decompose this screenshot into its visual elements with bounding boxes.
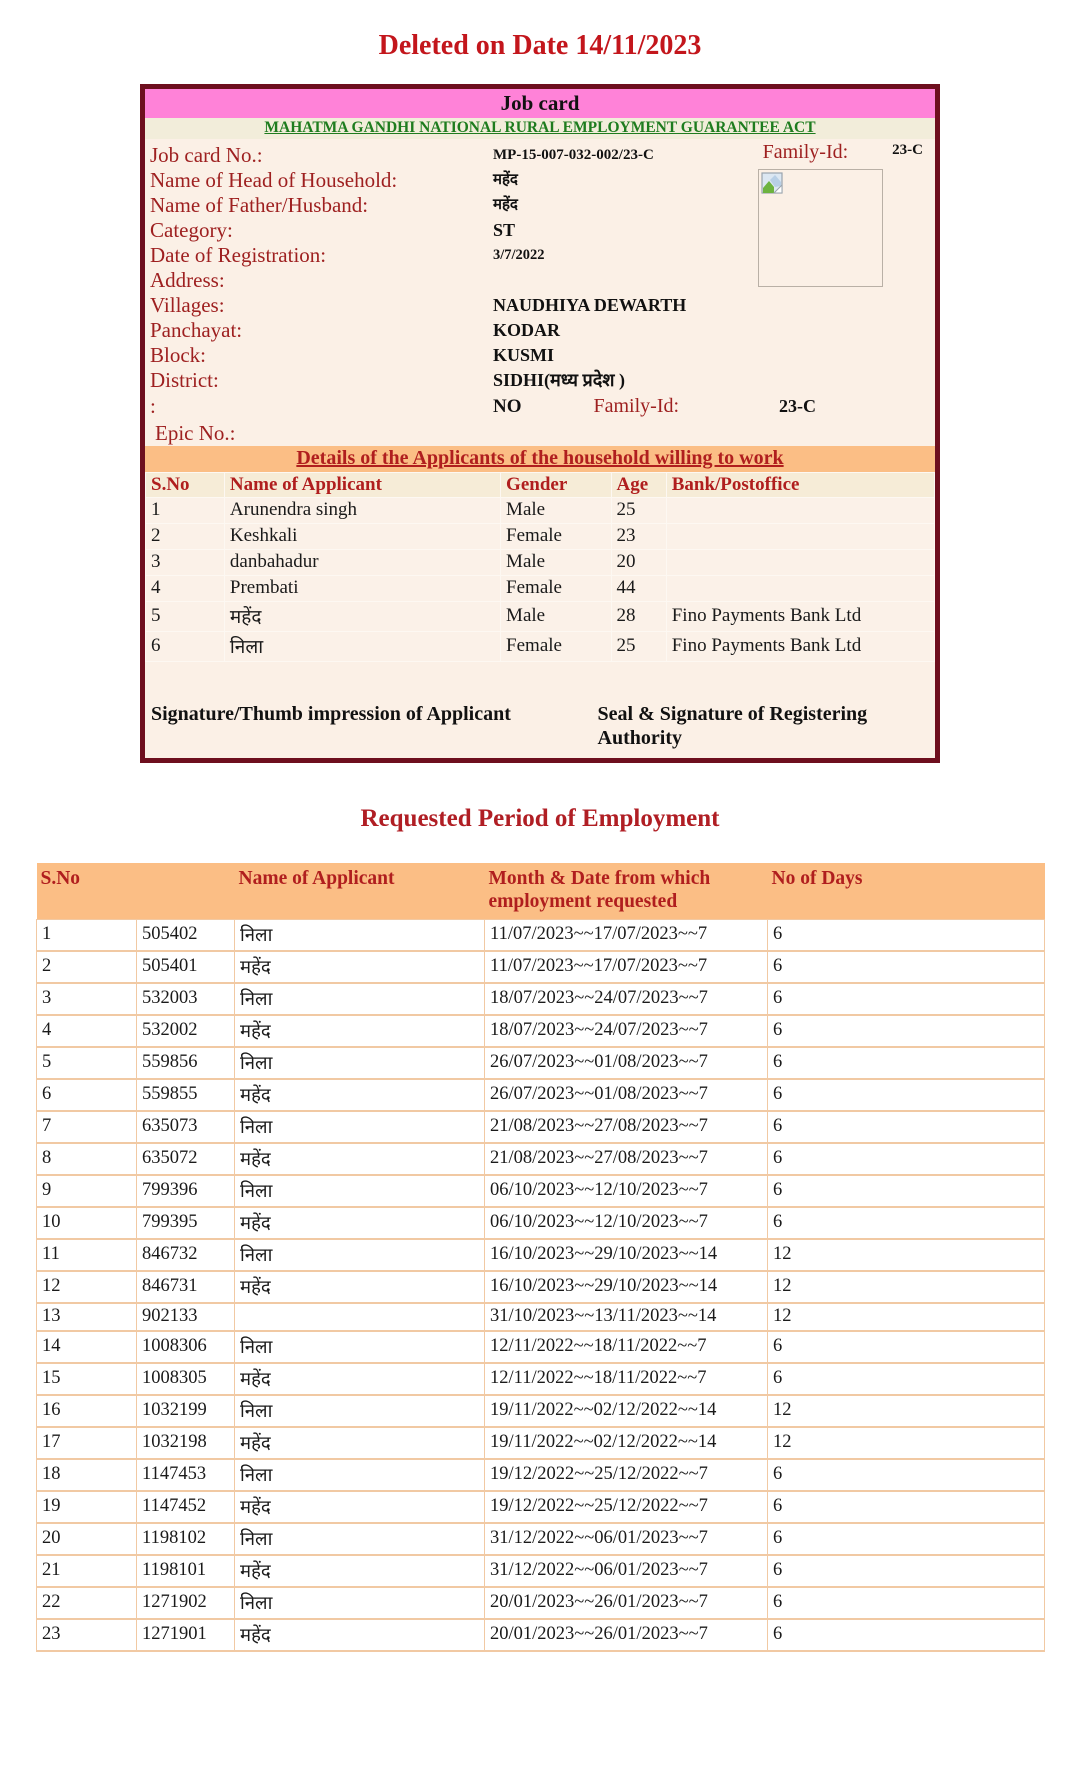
table-row xyxy=(146,550,935,576)
broken-image-icon xyxy=(761,181,783,198)
table-cell: 1032198 xyxy=(137,1427,235,1459)
table-row xyxy=(37,1619,1045,1651)
field-value: महेंद xyxy=(493,172,518,188)
table-row xyxy=(37,1427,1045,1459)
table-row xyxy=(146,602,935,632)
field-label: Category: xyxy=(150,218,233,242)
table-cell: 6 xyxy=(768,1491,1045,1523)
applicants-table xyxy=(145,472,935,662)
family-id-inline-value: 23-C xyxy=(779,396,817,416)
table-cell xyxy=(666,524,934,550)
card-gap xyxy=(145,662,935,702)
table-row xyxy=(37,1331,1045,1363)
employment-table-body xyxy=(37,920,1045,1652)
table-cell: 1032199 xyxy=(137,1395,235,1427)
table-cell: 505401 xyxy=(137,951,235,983)
table-cell: 14 xyxy=(37,1331,137,1363)
table-cell: 18/07/2023~~24/07/2023~~7 xyxy=(485,1015,768,1047)
table-row xyxy=(37,1523,1045,1555)
table-cell: 1147452 xyxy=(137,1491,235,1523)
col-age: Age xyxy=(611,473,666,498)
table-cell: 635073 xyxy=(137,1111,235,1143)
job-card-fields xyxy=(145,139,935,446)
table-cell: Female xyxy=(501,524,611,550)
table-row xyxy=(37,1491,1045,1523)
table-cell: 6 xyxy=(768,983,1045,1015)
act-title: MAHATMA GANDHI NATIONAL RURAL EMPLOYMENT GUARANTEE ACT xyxy=(264,119,816,136)
table-cell: 1271901 xyxy=(137,1619,235,1651)
table-cell: 6 xyxy=(768,1459,1045,1491)
field-value: KODAR xyxy=(493,320,560,340)
employment-header-row xyxy=(37,863,1045,920)
table-cell: निला xyxy=(235,1175,485,1207)
field-label: Panchayat: xyxy=(150,318,243,342)
table-cell: निला xyxy=(235,1587,485,1619)
table-cell: महेंद xyxy=(235,1143,485,1175)
col-sno: S.No xyxy=(146,473,225,498)
table-cell: 22 xyxy=(37,1587,137,1619)
table-cell: 6 xyxy=(768,1047,1045,1079)
table-cell: 26/07/2023~~01/08/2023~~7 xyxy=(485,1047,768,1079)
field-value: ST xyxy=(493,220,516,240)
table-cell: 12 xyxy=(768,1427,1045,1459)
table-row xyxy=(37,1363,1045,1395)
table-row xyxy=(37,1395,1045,1427)
table-cell: 16/10/2023~~29/10/2023~~14 xyxy=(485,1271,768,1303)
field-label: : xyxy=(150,394,156,418)
field-value: NAUDHIYA DEWARTH xyxy=(493,295,687,315)
table-cell: 1 xyxy=(37,920,137,952)
table-cell: 13 xyxy=(37,1303,137,1331)
table-cell: 559855 xyxy=(137,1079,235,1111)
field-row xyxy=(150,368,935,393)
table-cell: 12 xyxy=(768,1303,1045,1331)
table-row xyxy=(37,1047,1045,1079)
table-cell: 505402 xyxy=(137,920,235,952)
table-cell: 799396 xyxy=(137,1175,235,1207)
table-cell: 1 xyxy=(146,498,225,524)
table-cell: 4 xyxy=(37,1015,137,1047)
table-cell: 26/07/2023~~01/08/2023~~7 xyxy=(485,1079,768,1111)
table-row xyxy=(37,951,1045,983)
table-cell xyxy=(235,1303,485,1331)
field-label: District: xyxy=(150,368,219,392)
table-row xyxy=(146,632,935,662)
applicants-table-body xyxy=(146,498,935,662)
field-value: 3/7/2022 xyxy=(493,247,545,263)
table-row xyxy=(146,498,935,524)
table-cell: 902133 xyxy=(137,1303,235,1331)
table-row xyxy=(37,1239,1045,1271)
table-cell: 19/12/2022~~25/12/2022~~7 xyxy=(485,1459,768,1491)
table-cell: 6 xyxy=(768,951,1045,983)
field-label: Name of Head of Household: xyxy=(150,168,398,192)
table-row xyxy=(37,983,1045,1015)
field-row xyxy=(150,318,935,343)
col-bank: Bank/Postoffice xyxy=(666,473,934,498)
applicants-heading-band xyxy=(145,446,935,472)
table-cell: 6 xyxy=(768,1523,1045,1555)
table-cell: Prembati xyxy=(224,576,500,602)
bottom-spacer xyxy=(0,1652,1080,1772)
table-cell: 10 xyxy=(37,1207,137,1239)
field-label: Date of Registration: xyxy=(150,243,327,267)
table-cell: 3 xyxy=(37,983,137,1015)
table-cell: 06/10/2023~~12/10/2023~~7 xyxy=(485,1207,768,1239)
table-cell: 6 xyxy=(768,1079,1045,1111)
table-cell: Male xyxy=(501,602,611,632)
table-cell: निला xyxy=(235,920,485,952)
table-cell: 4 xyxy=(146,576,225,602)
table-cell: 9 xyxy=(37,1175,137,1207)
table-cell: 21 xyxy=(37,1555,137,1587)
signature-row xyxy=(145,702,935,758)
field-value: KUSMI xyxy=(493,345,555,365)
table-cell: महेंद xyxy=(235,1079,485,1111)
table-cell: 31/12/2022~~06/01/2023~~7 xyxy=(485,1555,768,1587)
table-cell: 20 xyxy=(611,550,666,576)
family-id-top xyxy=(763,141,923,164)
table-cell: 3 xyxy=(146,550,225,576)
table-cell: 25 xyxy=(611,632,666,662)
table-cell: 23 xyxy=(611,524,666,550)
table-cell: 1008305 xyxy=(137,1363,235,1395)
table-cell: निला xyxy=(235,983,485,1015)
table-row xyxy=(37,920,1045,952)
table-cell: Male xyxy=(501,498,611,524)
table-cell: 20/01/2023~~26/01/2023~~7 xyxy=(485,1619,768,1651)
table-row xyxy=(37,1207,1045,1239)
table-cell: 846731 xyxy=(137,1271,235,1303)
table-cell: 12/11/2022~~18/11/2022~~7 xyxy=(485,1331,768,1363)
table-cell: 1198101 xyxy=(137,1555,235,1587)
table-row xyxy=(37,1111,1045,1143)
table-cell: महेंद xyxy=(235,1427,485,1459)
table-cell: 21/08/2023~~27/08/2023~~7 xyxy=(485,1143,768,1175)
table-cell: 11 xyxy=(37,1239,137,1271)
table-cell: 16/10/2023~~29/10/2023~~14 xyxy=(485,1239,768,1271)
family-id-top-label: Family-Id: xyxy=(762,141,849,163)
table-row xyxy=(37,1079,1045,1111)
table-cell: 19 xyxy=(37,1491,137,1523)
table-row xyxy=(37,1555,1045,1587)
table-cell: 6 xyxy=(768,1175,1045,1207)
table-cell: 15 xyxy=(37,1363,137,1395)
table-cell: महेंद xyxy=(235,1015,485,1047)
col-month-date: Month & Date from which employment requested xyxy=(485,863,768,920)
table-cell: 12 xyxy=(768,1271,1045,1303)
table-row xyxy=(37,1271,1045,1303)
table-cell: Fino Payments Bank Ltd xyxy=(666,602,934,632)
table-cell: 31/10/2023~~13/11/2023~~14 xyxy=(485,1303,768,1331)
field-label: Villages: xyxy=(150,293,225,317)
table-cell: निला xyxy=(235,1239,485,1271)
job-card-title: Job card xyxy=(145,89,935,118)
table-cell: 6 xyxy=(768,920,1045,952)
table-row xyxy=(37,1587,1045,1619)
table-cell: 31/12/2022~~06/01/2023~~7 xyxy=(485,1523,768,1555)
table-cell: 12 xyxy=(768,1395,1045,1427)
signature-applicant-label: Signature/Thumb impression of Applicant xyxy=(151,703,511,725)
table-cell: महेंद xyxy=(235,1491,485,1523)
table-cell: 532003 xyxy=(137,983,235,1015)
table-cell: 6 xyxy=(37,1079,137,1111)
table-cell: महेंद xyxy=(235,1619,485,1651)
table-cell: 6 xyxy=(768,1363,1045,1395)
table-cell: 6 xyxy=(768,1111,1045,1143)
table-cell: निला xyxy=(235,1459,485,1491)
table-cell: 6 xyxy=(146,632,225,662)
table-cell: 6 xyxy=(768,1143,1045,1175)
table-cell: 44 xyxy=(611,576,666,602)
table-cell: 8 xyxy=(37,1143,137,1175)
family-id-inline-label: Family-Id: xyxy=(593,395,680,417)
table-cell: Female xyxy=(501,632,611,662)
table-cell: Keshkali xyxy=(224,524,500,550)
table-cell: 6 xyxy=(768,1331,1045,1363)
field-value: MP-15-007-032-002/23-C xyxy=(493,147,654,163)
table-cell: 1008306 xyxy=(137,1331,235,1363)
table-cell: 12 xyxy=(37,1271,137,1303)
table-cell: 6 xyxy=(768,1015,1045,1047)
table-cell: महेंद xyxy=(235,1207,485,1239)
field-label: Name of Father/Husband: xyxy=(150,193,369,217)
table-cell: निला xyxy=(235,1047,485,1079)
table-row xyxy=(146,576,935,602)
table-cell: 19/11/2022~~02/12/2022~~14 xyxy=(485,1395,768,1427)
table-cell: 799395 xyxy=(137,1207,235,1239)
table-cell: 1271902 xyxy=(137,1587,235,1619)
table-cell: 532002 xyxy=(137,1015,235,1047)
table-cell: महेंद xyxy=(235,1363,485,1395)
table-cell: danbahadur xyxy=(224,550,500,576)
table-cell: 6 xyxy=(768,1619,1045,1651)
table-cell: निला xyxy=(235,1111,485,1143)
table-cell: 19/12/2022~~25/12/2022~~7 xyxy=(485,1491,768,1523)
table-cell: 12/11/2022~~18/11/2022~~7 xyxy=(485,1363,768,1395)
table-row xyxy=(37,1175,1045,1207)
table-row xyxy=(146,524,935,550)
table-row xyxy=(37,1303,1045,1331)
table-cell: निला xyxy=(224,632,500,662)
table-cell: Fino Payments Bank Ltd xyxy=(666,632,934,662)
table-cell xyxy=(666,550,934,576)
table-cell: निला xyxy=(235,1395,485,1427)
epic-no-label: Epic No.: xyxy=(155,421,236,445)
applicants-heading: Details of the Applicants of the household willing to work xyxy=(296,447,784,469)
table-cell: 23 xyxy=(37,1619,137,1651)
table-cell: 559856 xyxy=(137,1047,235,1079)
table-cell: 7 xyxy=(37,1111,137,1143)
table-cell: निला xyxy=(235,1523,485,1555)
table-cell: 28 xyxy=(611,602,666,632)
employment-heading: Requested Period of Employment xyxy=(360,805,720,832)
col-sno: S.No xyxy=(37,863,235,920)
table-cell: 635072 xyxy=(137,1143,235,1175)
table-cell: 2 xyxy=(146,524,225,550)
table-cell: 17 xyxy=(37,1427,137,1459)
table-cell: Female xyxy=(501,576,611,602)
photo-placeholder xyxy=(758,169,883,287)
signature-authority-label: Seal & Signature of Registering Authority xyxy=(597,703,868,749)
table-row xyxy=(37,1143,1045,1175)
table-cell: 846732 xyxy=(137,1239,235,1271)
table-cell xyxy=(666,576,934,602)
col-gender: Gender xyxy=(501,473,611,498)
col-name: Name of Applicant xyxy=(224,473,500,498)
table-cell: Male xyxy=(501,550,611,576)
act-title-band xyxy=(145,118,935,139)
table-cell: 25 xyxy=(611,498,666,524)
field-row xyxy=(150,293,935,318)
field-value: SIDHI(मध्य प्रदेश ) xyxy=(493,370,626,390)
table-cell xyxy=(666,498,934,524)
table-cell: 12 xyxy=(768,1239,1045,1271)
table-cell: 21/08/2023~~27/08/2023~~7 xyxy=(485,1111,768,1143)
col-applicant-name: Name of Applicant xyxy=(235,863,485,920)
table-cell: 2 xyxy=(37,951,137,983)
applicants-header-row xyxy=(146,473,935,498)
field-label: Block: xyxy=(150,343,206,367)
field-row-no xyxy=(150,393,935,420)
table-cell: महेंद xyxy=(235,1555,485,1587)
table-cell: निला xyxy=(235,1331,485,1363)
field-label: Job card No.: xyxy=(150,143,263,167)
table-cell: 19/11/2022~~02/12/2022~~14 xyxy=(485,1427,768,1459)
table-cell: महेंद xyxy=(235,1271,485,1303)
table-cell: 6 xyxy=(768,1587,1045,1619)
table-cell: 20/01/2023~~26/01/2023~~7 xyxy=(485,1587,768,1619)
field-row xyxy=(150,343,935,368)
table-cell: Arunendra singh xyxy=(224,498,500,524)
table-cell: 6 xyxy=(768,1555,1045,1587)
table-cell: 5 xyxy=(37,1047,137,1079)
table-cell: महेंद xyxy=(235,951,485,983)
table-cell: 16 xyxy=(37,1395,137,1427)
table-cell: 20 xyxy=(37,1523,137,1555)
family-id-top-value: 23-C xyxy=(892,142,923,158)
table-row xyxy=(37,1015,1045,1047)
table-row xyxy=(37,1459,1045,1491)
table-cell: 18 xyxy=(37,1459,137,1491)
field-label: Address: xyxy=(150,268,225,292)
table-cell: 5 xyxy=(146,602,225,632)
table-cell: 18/07/2023~~24/07/2023~~7 xyxy=(485,983,768,1015)
deleted-banner: Deleted on Date 14/11/2023 xyxy=(378,30,702,61)
job-card xyxy=(140,84,940,763)
table-cell: महेंद xyxy=(224,602,500,632)
col-no-of-days: No of Days xyxy=(768,863,1045,920)
table-cell: 11/07/2023~~17/07/2023~~7 xyxy=(485,951,768,983)
employment-table xyxy=(36,863,1045,1652)
table-cell: 11/07/2023~~17/07/2023~~7 xyxy=(485,920,768,952)
table-cell: 06/10/2023~~12/10/2023~~7 xyxy=(485,1175,768,1207)
table-cell: 1147453 xyxy=(137,1459,235,1491)
field-value: NO xyxy=(493,396,522,417)
field-value: महेंद xyxy=(493,197,518,213)
table-cell: 1198102 xyxy=(137,1523,235,1555)
table-cell: 6 xyxy=(768,1207,1045,1239)
